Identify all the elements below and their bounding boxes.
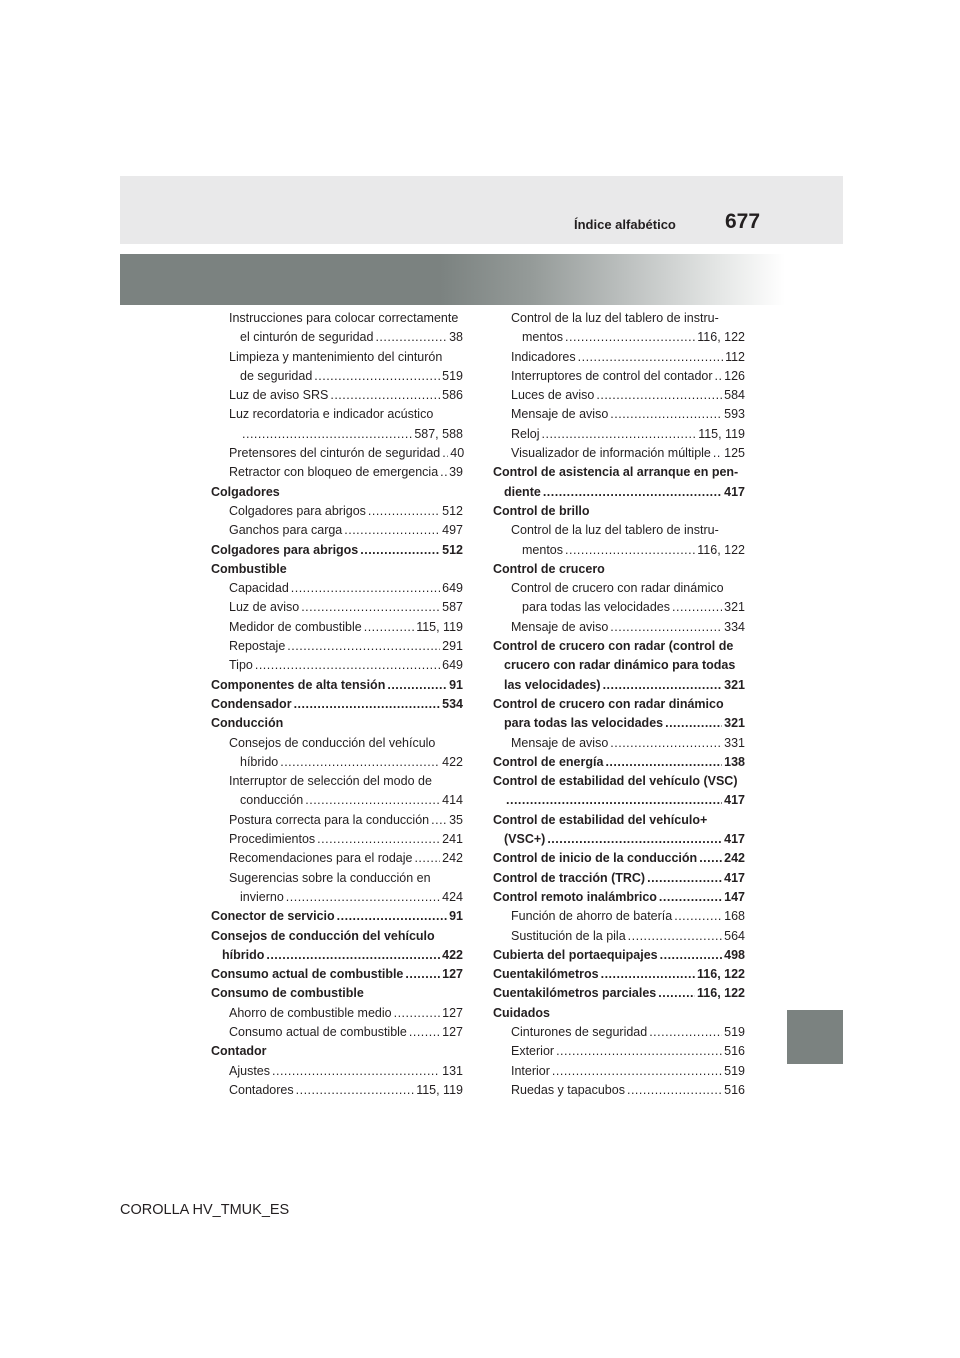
index-entry xyxy=(493,637,745,695)
index-entry-text: diente xyxy=(504,484,541,499)
index-entry-page: 649 xyxy=(442,658,463,673)
dot-leader xyxy=(649,1023,722,1042)
index-entry xyxy=(493,1081,745,1100)
index-entry xyxy=(211,811,463,830)
index-entry xyxy=(493,425,745,444)
index-entry-text: las velocidades) xyxy=(504,677,601,692)
index-entry xyxy=(493,1042,745,1061)
index-entry-text: Control de estabilidad del vehículo+ xyxy=(493,812,708,827)
index-entry-text: Control de la luz del tablero de instru- xyxy=(511,311,719,325)
index-entry-text: Conector de servicio xyxy=(211,909,335,924)
index-entry-page: 649 xyxy=(442,581,463,596)
dot-leader xyxy=(287,637,440,656)
dot-leader xyxy=(317,830,440,849)
dot-leader xyxy=(715,367,723,386)
dot-leader xyxy=(565,328,695,347)
index-entry xyxy=(493,309,745,348)
index-entry-text: Ahorro de combustible medio xyxy=(229,1005,392,1020)
index-entry-text: Consumo actual de combustible xyxy=(211,967,404,982)
index-entry-text: Componentes de alta tensión xyxy=(211,677,386,692)
index-entry-text: Consejos de conducción del vehículo xyxy=(211,928,435,943)
index-entry-text: Mensaje de aviso xyxy=(511,735,609,750)
index-entry xyxy=(493,386,745,405)
index-entry-page: 422 xyxy=(442,947,463,962)
index-entry xyxy=(493,367,745,386)
index-entry-page: 115, 119 xyxy=(416,1082,463,1097)
index-entry-text: Consejos de conducción del vehículo xyxy=(229,735,436,750)
index-entry-page: 497 xyxy=(442,523,463,538)
index-entry xyxy=(493,1023,745,1042)
index-entry-text: Mensaje de aviso xyxy=(511,619,609,634)
dot-leader xyxy=(552,1062,722,1081)
index-entry-page: 321 xyxy=(724,600,745,615)
dot-leader xyxy=(431,811,447,830)
index-entry-text: Indicadores xyxy=(511,349,576,364)
index-entry-text: Sustitución de la pila xyxy=(511,928,626,943)
index-entry-text: Contador xyxy=(211,1044,267,1059)
index-entry-text: Reloj xyxy=(511,426,540,441)
index-entry xyxy=(211,907,463,926)
index-entry-text: Retractor con bloqueo de emergencia xyxy=(229,465,439,480)
index-entry xyxy=(493,849,745,868)
index-entry-text: Ajustes xyxy=(229,1063,270,1078)
dot-leader xyxy=(344,521,440,540)
index-entry-page: 242 xyxy=(442,851,463,866)
index-entry-text: Capacidad xyxy=(229,581,289,596)
index-entry xyxy=(211,676,463,695)
index-entry xyxy=(211,965,463,984)
index-entry-text: para todas las velocidades xyxy=(522,600,671,615)
dot-leader xyxy=(596,386,722,405)
index-entry xyxy=(211,521,463,540)
index-entry-text: Control de la luz del tablero de instru- xyxy=(511,523,719,538)
dot-leader xyxy=(628,927,722,946)
index-entry xyxy=(211,734,463,773)
index-entry-text: Cuidados xyxy=(493,1005,550,1020)
dot-leader xyxy=(405,965,440,984)
dot-leader xyxy=(294,695,441,714)
index-entry-page: 242 xyxy=(724,851,745,866)
dot-leader xyxy=(360,541,440,560)
index-entry-text: Colgadores para abrigos xyxy=(211,542,359,557)
index-entry xyxy=(211,618,463,637)
index-entry xyxy=(493,502,745,521)
dot-leader xyxy=(658,984,695,1003)
index-entry xyxy=(211,541,463,560)
index-entry-text: Cubierta del portaequipajes xyxy=(493,947,658,962)
index-entry-text: Control de brillo xyxy=(493,503,590,518)
index-entry-page: 417 xyxy=(724,832,745,847)
index-entry-text: Cuentakilómetros parciales xyxy=(493,986,657,1001)
index-entry xyxy=(493,888,745,907)
index-entry-text: híbrido xyxy=(240,754,279,769)
index-entry xyxy=(211,598,463,617)
index-entry-page: 519 xyxy=(724,1024,745,1039)
dot-leader xyxy=(659,888,722,907)
dot-leader xyxy=(330,386,440,405)
index-entry xyxy=(211,1062,463,1081)
index-entry xyxy=(211,927,463,966)
dot-leader xyxy=(565,541,695,560)
index-entry-text: (VSC+) xyxy=(504,832,546,847)
index-entry-text: Procedimientos xyxy=(229,832,316,847)
index-entry-text: Luz de aviso SRS xyxy=(229,388,329,403)
index-entry-page: 115, 119 xyxy=(698,426,745,441)
index-entry-text: Consumo de combustible xyxy=(211,986,364,1001)
index-entry-page: 91 xyxy=(449,909,463,924)
index-entry xyxy=(211,405,463,444)
index-entry-page: 321 xyxy=(724,677,745,692)
index-entry xyxy=(493,444,745,463)
index-entry-page: 116, 122 xyxy=(697,542,745,557)
dot-leader xyxy=(442,444,448,463)
dot-leader xyxy=(713,444,722,463)
index-entry xyxy=(493,772,745,811)
index-entry xyxy=(211,309,463,348)
index-entry-text: crucero con radar dinámico para todas xyxy=(504,658,736,673)
dot-leader xyxy=(605,753,722,772)
dot-leader xyxy=(414,849,440,868)
index-entry-page: 147 xyxy=(724,889,745,904)
dot-leader xyxy=(296,1081,415,1100)
index-entry xyxy=(493,1004,745,1023)
index-entry-page: 116, 122 xyxy=(697,330,745,345)
index-entry xyxy=(493,927,745,946)
index-entry-text: Recomendaciones para el rodaje xyxy=(229,851,413,866)
index-entry-text: Función de ahorro de batería xyxy=(511,909,673,924)
index-entry-text: Control de crucero con radar dinámico xyxy=(511,581,724,596)
index-entry xyxy=(211,1004,463,1023)
dot-leader xyxy=(601,965,695,984)
dot-leader xyxy=(266,946,440,965)
index-entry-page: 291 xyxy=(442,639,463,654)
dot-leader xyxy=(440,463,447,482)
index-entry xyxy=(493,463,745,502)
page-number: 677 xyxy=(725,210,761,233)
dot-leader xyxy=(627,1081,722,1100)
index-entry xyxy=(211,695,463,714)
index-entry xyxy=(493,946,745,965)
dot-leader xyxy=(672,598,722,617)
index-entry xyxy=(211,772,463,811)
dot-leader xyxy=(272,1062,440,1081)
index-entry-text: el cinturón de seguridad xyxy=(240,330,374,345)
index-entry xyxy=(211,483,463,502)
dot-leader xyxy=(337,907,447,926)
index-entry-text: Control de crucero xyxy=(493,561,605,576)
index-entry-text: Control de estabilidad del vehículo (VSC) xyxy=(493,774,738,789)
index-entry-text: Condensador xyxy=(211,696,292,711)
dot-leader xyxy=(364,618,414,637)
index-entry-page: 116, 122 xyxy=(697,986,745,1001)
index-column-right xyxy=(493,309,745,1100)
index-entry-page: 115, 119 xyxy=(416,619,463,634)
index-entry xyxy=(493,811,745,850)
dot-leader xyxy=(314,367,440,386)
index-entry-text: Luces de aviso xyxy=(511,388,595,403)
index-entry-text: Luz de aviso xyxy=(229,600,300,615)
dot-leader xyxy=(543,483,722,502)
index-entry-text: Control de tracción (TRC) xyxy=(493,870,646,885)
index-entry-text: Cinturones de seguridad xyxy=(511,1024,648,1039)
index-entry-text: Colgadores para abrigos xyxy=(229,503,366,518)
index-entry-page: 534 xyxy=(442,696,463,711)
dot-leader xyxy=(305,791,440,810)
dot-leader xyxy=(242,425,412,444)
dot-leader xyxy=(542,425,697,444)
index-entry-page: 417 xyxy=(724,793,745,808)
index-entry-text: Limpieza y mantenimiento del cinturón xyxy=(229,349,443,364)
index-entry-text: Consumo actual de combustible xyxy=(229,1024,407,1039)
index-entry-text: Visualizador de información múltiple xyxy=(511,446,711,461)
index-entry-page: 519 xyxy=(442,368,463,383)
index-entry xyxy=(211,1081,463,1100)
index-entry-page: 125 xyxy=(724,446,745,461)
index-entry-text: Control de inicio de la conducción xyxy=(493,851,698,866)
index-entry-text: Mensaje de aviso xyxy=(511,407,609,422)
index-column-left xyxy=(211,309,463,1100)
index-entry xyxy=(211,656,463,675)
dot-leader xyxy=(375,328,447,347)
index-entry-text: para todas las velocidades xyxy=(504,716,664,731)
index-entry-text: Medidor de combustible xyxy=(229,619,362,634)
dot-leader xyxy=(610,405,722,424)
dot-leader xyxy=(286,888,440,907)
index-entry-text: Luz recordatoria e indicador acústico xyxy=(229,407,434,422)
index-entry xyxy=(211,714,463,733)
dot-leader xyxy=(506,791,722,810)
index-entry-page: 424 xyxy=(442,889,463,904)
index-entry-page: 91 xyxy=(449,677,463,692)
index-entry-page: 241 xyxy=(442,832,463,847)
index-entry-page: 587, 588 xyxy=(414,426,463,441)
index-entry-page: 417 xyxy=(724,484,745,499)
index-entry xyxy=(493,695,745,734)
dot-leader xyxy=(387,676,447,695)
index-entry xyxy=(211,463,463,482)
index-entry-text: de seguridad xyxy=(240,368,313,383)
index-entry-page: 321 xyxy=(724,716,745,731)
dot-leader xyxy=(610,734,722,753)
index-entry xyxy=(211,579,463,598)
index-entry-page: 138 xyxy=(724,754,745,769)
dot-leader xyxy=(647,869,722,888)
index-entry xyxy=(493,734,745,753)
index-entry-text: Conducción xyxy=(211,716,284,731)
index-entry xyxy=(211,560,463,579)
dot-leader xyxy=(660,946,723,965)
index-entry-text: Control de asistencia al arranque en pen- xyxy=(493,465,739,480)
index-entry-page: 334 xyxy=(724,619,745,634)
dot-leader xyxy=(699,849,722,868)
index-entry-text: Interior xyxy=(511,1063,550,1078)
dot-leader xyxy=(409,1023,440,1042)
index-entry-text: conducción xyxy=(240,793,304,808)
dot-leader xyxy=(547,830,722,849)
index-entry-page: 39 xyxy=(449,465,463,480)
index-entry xyxy=(211,984,463,1003)
dot-leader xyxy=(556,1042,722,1061)
index-entry-text: Interruptor de selección del modo de xyxy=(229,774,432,789)
index-entry-text: Combustible xyxy=(211,561,287,576)
index-entry-page: 127 xyxy=(442,967,463,982)
index-entry xyxy=(211,502,463,521)
index-entry-text: Ruedas y tapacubos xyxy=(511,1082,625,1097)
index-entry-page: 593 xyxy=(724,407,745,422)
footer-model-code: COROLLA HV_TMUK_ES xyxy=(120,1202,290,1218)
index-entry xyxy=(493,579,745,618)
index-entry-text: Sugerencias sobre la conducción en xyxy=(229,870,431,885)
index-entry-page: 417 xyxy=(724,870,745,885)
index-entry-text: Exterior xyxy=(511,1044,555,1059)
index-entry-text: Control de crucero con radar (control de xyxy=(493,639,734,654)
section-title: Índice alfabético xyxy=(574,217,676,232)
index-entry-text: Colgadores xyxy=(211,484,280,499)
index-entry xyxy=(493,560,745,579)
index-entry-page: 498 xyxy=(724,947,745,962)
chapter-side-tab xyxy=(787,1010,843,1064)
dot-leader xyxy=(578,348,723,367)
index-entry xyxy=(493,521,745,560)
index-entry-page: 519 xyxy=(724,1063,745,1078)
index-entry-text: Control remoto inalámbrico xyxy=(493,889,657,904)
index-entry-page: 168 xyxy=(724,909,745,924)
dot-leader xyxy=(394,1004,441,1023)
index-entry-text: Postura correcta para la conducción xyxy=(229,812,430,827)
index-entry-page: 414 xyxy=(442,793,463,808)
index-entry-text: Repostaje xyxy=(229,639,286,654)
index-entry-page: 584 xyxy=(724,388,745,403)
index-entry-text: mentos xyxy=(522,330,563,345)
index-entry xyxy=(211,637,463,656)
index-entry-page: 331 xyxy=(724,735,745,750)
index-entry-page: 516 xyxy=(724,1044,745,1059)
index-entry-page: 126 xyxy=(724,368,745,383)
index-entry-page: 116, 122 xyxy=(697,967,745,982)
index-entry-text: Tipo xyxy=(229,658,253,673)
index-entry-text: Pretensores del cinturón de seguridad xyxy=(229,446,441,461)
index-entry xyxy=(493,1062,745,1081)
index-entry-page: 112 xyxy=(725,349,745,364)
dot-leader xyxy=(603,676,723,695)
dot-leader xyxy=(368,502,440,521)
index-entry-text: mentos xyxy=(522,542,563,557)
index-entry xyxy=(493,348,745,367)
index-entry xyxy=(211,1023,463,1042)
index-entry-text: Instrucciones para colocar correctamente xyxy=(229,311,459,325)
index-entry-page: 38 xyxy=(449,330,463,345)
index-entry-text: Contadores xyxy=(229,1082,294,1097)
index-entry xyxy=(493,405,745,424)
index-entry-page: 564 xyxy=(724,928,745,943)
index-entry-page: 422 xyxy=(442,754,463,769)
index-entry xyxy=(493,618,745,637)
dot-leader xyxy=(291,579,440,598)
index-entry-page: 516 xyxy=(724,1082,745,1097)
index-entry-page: 586 xyxy=(442,388,463,403)
index-entry-page: 512 xyxy=(442,503,463,518)
index-entry xyxy=(493,869,745,888)
index-entry xyxy=(211,386,463,405)
dot-leader xyxy=(610,618,722,637)
index-entry-page: 512 xyxy=(442,542,463,557)
index-entry-text: invierno xyxy=(240,889,284,904)
index-entry-page: 131 xyxy=(442,1063,463,1078)
index-entry xyxy=(211,849,463,868)
index-entry-text: Interruptores de control del contador xyxy=(511,368,713,383)
index-entry xyxy=(211,444,463,463)
index-entry-text: Control de crucero con radar dinámico xyxy=(493,696,724,711)
index-entry-text: Ganchos para carga xyxy=(229,523,343,538)
index-entry-page: 40 xyxy=(450,446,465,461)
dot-leader xyxy=(280,753,440,772)
index-entry-page: 127 xyxy=(442,1005,463,1020)
index-entry-page: 127 xyxy=(442,1024,463,1039)
index-entry-page: 35 xyxy=(449,812,463,827)
index-entry-text: Control de energía xyxy=(493,754,604,769)
index-entry-page: 587 xyxy=(442,600,463,615)
index-entry xyxy=(211,830,463,849)
dot-leader xyxy=(674,907,722,926)
index-entry-text: híbrido xyxy=(222,947,265,962)
index-entry xyxy=(493,907,745,926)
index-entry xyxy=(493,753,745,772)
index-entry xyxy=(211,869,463,908)
index-entry xyxy=(211,348,463,387)
index-entry xyxy=(493,965,745,984)
dot-leader xyxy=(665,714,722,733)
header-gradient-bar xyxy=(120,254,785,305)
dot-leader xyxy=(255,656,440,675)
index-entry xyxy=(211,1042,463,1061)
dot-leader xyxy=(301,598,440,617)
index-entry-text: Cuentakilómetros xyxy=(493,967,599,982)
index-entry xyxy=(493,984,745,1003)
